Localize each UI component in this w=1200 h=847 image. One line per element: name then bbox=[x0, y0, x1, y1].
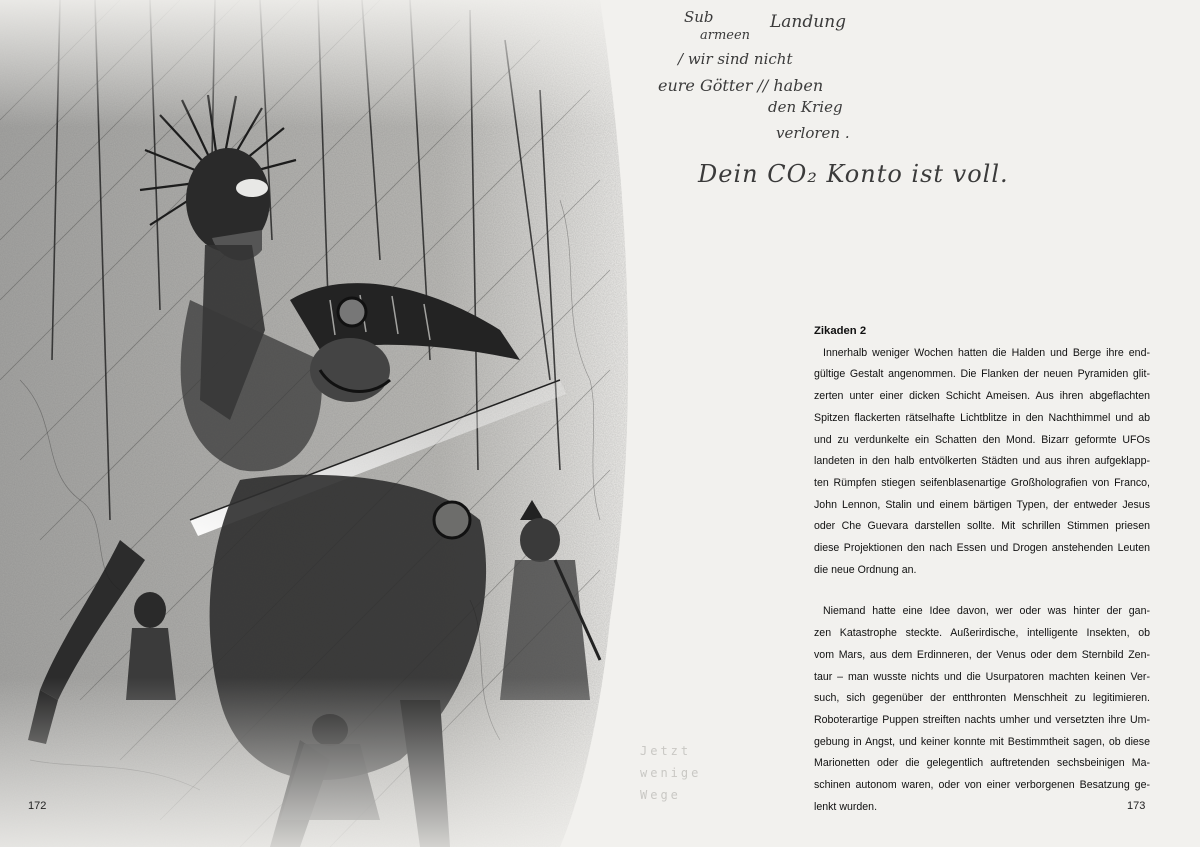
paragraph-gap bbox=[814, 581, 1150, 601]
text-line: Marionetten oder die gelegentlich auftretenden sechsbeinigen Ma- bbox=[814, 757, 1150, 770]
page-number-right: 173 bbox=[1127, 800, 1146, 812]
paragraph-1 bbox=[814, 343, 1150, 582]
text-line: vom Mars, aus dem Erdinneren, der Venus oder dem Sternbild Zen- bbox=[814, 648, 1150, 661]
text-line: Innerhalb weniger Wochen hatten die Halden und Berge ihre end- bbox=[823, 346, 1150, 359]
handwritten-line: den Krieg bbox=[768, 98, 843, 116]
text-line: und zu verdunkelte ein Schatten den Mond. Bizarr geformte UFOs bbox=[814, 433, 1150, 446]
paragraph-2 bbox=[814, 601, 1150, 818]
handwritten-notes bbox=[628, 0, 1088, 200]
handwritten-line: Landung bbox=[770, 12, 847, 32]
text-line: John Lennon, Stalin und einem bärtigen Typen, der entweder Jesus bbox=[814, 498, 1150, 511]
text-line: ten Rümpfen stiegen seifenblasenartige Großholografien von Franco, bbox=[814, 476, 1150, 489]
text-line: zen Katastrophe steckte. Außerirdische, intelligente Insekten, ob bbox=[814, 627, 1150, 640]
handwritten-line: Dein CO₂ Konto ist voll. bbox=[698, 160, 1009, 188]
text-line: Niemand hatte eine Idee davon, wer oder was hinter der gan- bbox=[823, 605, 1150, 618]
story-text bbox=[814, 321, 1150, 818]
handwritten-line: / wir sind nicht bbox=[678, 50, 793, 68]
text-line: schinen autonom waren, oder von einer verborgenen Besatzung ge- bbox=[814, 779, 1150, 792]
handwritten-line: verloren . bbox=[776, 124, 850, 142]
text-line: gültige Gestalt angenommen. Die Flanken der neuen Pyramiden glit- bbox=[814, 368, 1150, 381]
sketch-caption-handwritten: Jetzt wenige Wege bbox=[640, 744, 702, 802]
text-line: diese Projektionen den nach Essen und Drogen anstehenden Leuten bbox=[814, 542, 1150, 555]
text-line: zerten unter einer dicken Schicht Ameisen. Aus ihren abgeflachten bbox=[814, 390, 1150, 403]
text-line: such, sich gegenüber der entthronten Menschheit zu legitimieren. bbox=[814, 692, 1150, 705]
section-title: Zikaden 2 bbox=[814, 325, 867, 337]
text-line: die neue Ordnung an. bbox=[814, 563, 917, 576]
text-line: gebung in Angst, und keiner konnte mit Bestimmtheit sagen, ob diese bbox=[814, 735, 1150, 748]
handwritten-line: armeen bbox=[700, 28, 751, 43]
page-number-left: 172 bbox=[28, 800, 47, 812]
text-line: Roboterartige Puppen streiften nachts umher und versetzten ihre Um- bbox=[814, 713, 1150, 726]
text-line: lenkt wurden. bbox=[814, 800, 878, 813]
text-line: landeten in den halb entvölkerten Städten und aus ihren aufgeklapp- bbox=[814, 455, 1150, 468]
handwritten-line: eure Götter // haben bbox=[658, 76, 824, 95]
text-line: Spitzen flackerten rätselhafte Lichtblitze in den Nachthimmel und ab bbox=[814, 411, 1150, 424]
text-line: taur – man wusste nichts und die Usurpatoren machten keinen Ver- bbox=[814, 670, 1150, 683]
handwritten-line: Sub bbox=[684, 8, 714, 26]
text-line: oder Che Guevara darstellen sollte. Mit schrillen Stimmen priesen bbox=[814, 520, 1150, 533]
